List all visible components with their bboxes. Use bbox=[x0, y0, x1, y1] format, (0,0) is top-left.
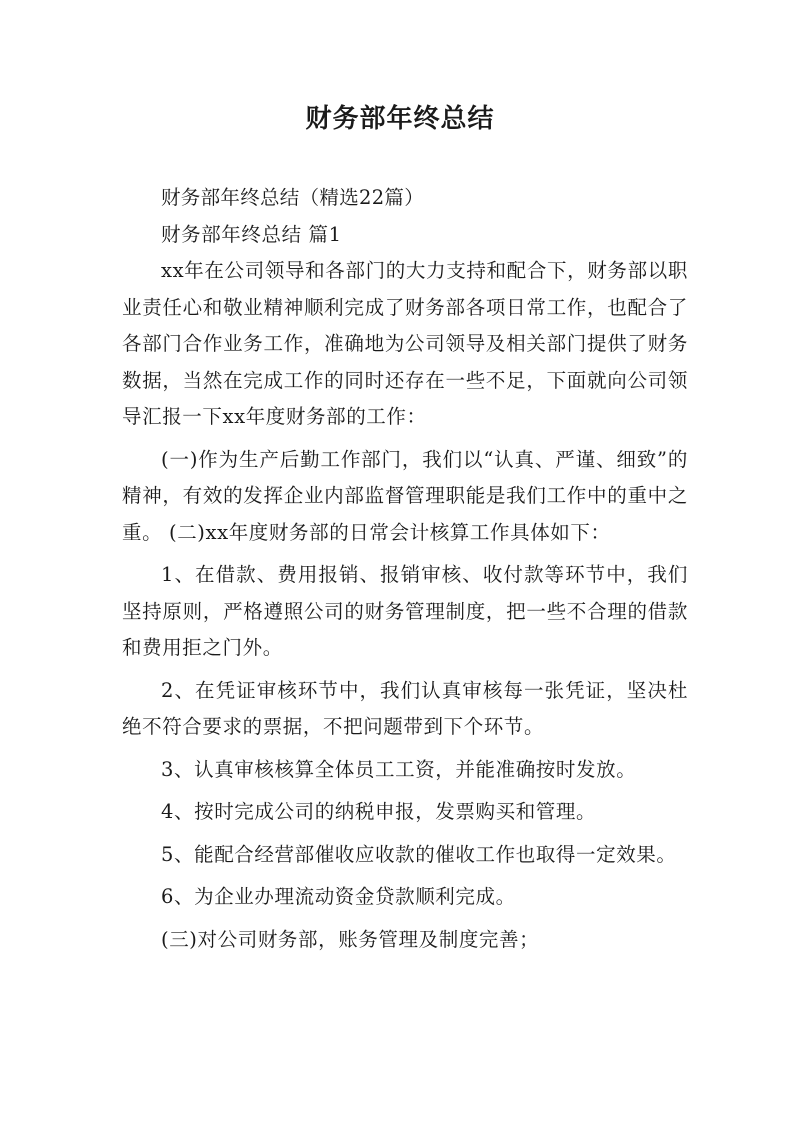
paragraph-part-one: (一)作为生产后勤工作部门，我们以“认真、严谨、细致”的精神，有效的发挥企业内部监督管理职能是我们工作中的重中之重。 (二)xx年度财务部的日常会计核算工作具体如下： bbox=[122, 447, 688, 544]
list-item-6: 6、为企业办理流动资金贷款顺利完成。 bbox=[161, 885, 516, 908]
document-title: 财务部年终总结 bbox=[305, 104, 495, 134]
section-heading: 财务部年终总结 篇1 bbox=[161, 222, 342, 246]
list-item-2: 2、在凭证审核环节中，我们认真审核每一张凭证，坚决杜绝不符合要求的票据，不把问题带到下个环节。 bbox=[122, 678, 688, 738]
document-body bbox=[122, 180, 688, 958]
subtitle-paragraph: 财务部年终总结（精选22篇） bbox=[161, 186, 425, 209]
paragraph-part-three: (三)对公司财务部，账务管理及制度完善； bbox=[161, 927, 540, 951]
list-item-4: 4、按时完成公司的纳税申报，发票购买和管理。 bbox=[161, 800, 597, 823]
list-item-1: 1、在借款、费用报销、报销审核、收付款等环节中，我们坚持原则，严格遵照公司的财务管理制度，把一些不合理的借款和费用拒之门外。 bbox=[122, 563, 688, 659]
list-item-5: 5、能配合经营部催收应收款的催收工作也取得一定效果。 bbox=[161, 842, 677, 866]
list-item-3: 3、认真审核核算全体员工工资，并能准确按时发放。 bbox=[161, 757, 637, 781]
intro-paragraph: xx年在公司领导和各部门的大力支持和配合下，财务部以职业责任心和敬业精神顺利完成了财务部各项日常工作，也配合了各部门合作业务工作，准确地为公司领导及相关部门提供了财务数据，当然在完成工作的同时还存在一些不足，下面就向公司领导汇报一下xx年度财务部的工作： bbox=[122, 259, 688, 428]
